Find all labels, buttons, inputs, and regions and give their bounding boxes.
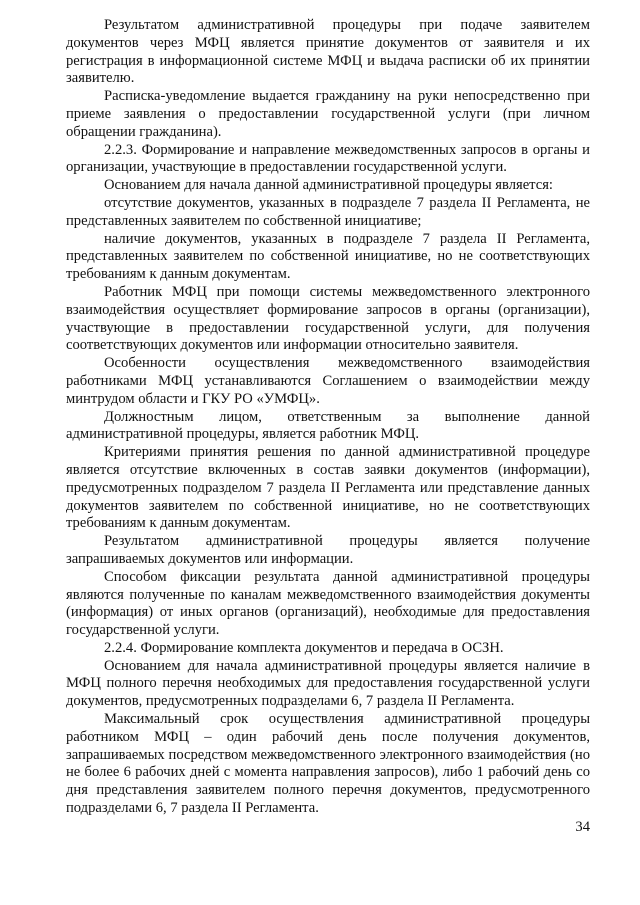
paragraph-result-fixation: Способом фиксации результата данной административной процедуры являются полученные по каналам межведомственного взаимодействия документы (информация) от иных органов (организаций), необходимые для предоставления государственной услуги. (66, 568, 590, 639)
paragraph-basis: Основанием для начала данной административной процедуры является: (104, 177, 553, 194)
paragraph-maximum-term: Максимальный срок осуществления административной процедуры работником МФЦ – один рабочий день после получения документов, запрашиваемых посредством межведомственного электронного взаимодействия (но не более 6 рабочих дней с момента направления запросов), либо 1 рабочий день со дня представления заявителем полного перечня документов, предусмотренного подразделами 6, 7 раздела II Регламента. (66, 711, 590, 817)
paragraph-mfc-employee-requests: Работник МФЦ при помощи системы межведомственного электронного взаимодействия осуществляет формирование запросов в органы (организации), участвующие в предоставлении государственной услуги, для получения соответствующих документов или информации относительно заявителя. (66, 283, 590, 354)
paragraph-presence-of-documents: наличие документов, указанных в подразделе 7 раздела II Регламента, представленных заявителем по собственной инициативе, но не соответствующих требованиям к данным документам. (66, 230, 590, 283)
paragraph-receipt-notice: Расписка-уведомление выдается гражданину на руки непосредственно при приеме заявления о предоставлении государственной услуги (при личном обращении гражданина). (66, 88, 590, 140)
page-body (66, 17, 590, 818)
paragraph-procedure-basis: Основанием для начала административной процедуры является наличие в МФЦ полного перечня необходимых для предоставления государственной услуги документов, предусмотренных подразделами 6, 7 раздела II Регламента. (66, 657, 590, 710)
paragraph-decision-criteria: Критериями принятия решения по данной административной процедуре является отсутствие включенных в состав заявки документов (информации), предусмотренных подразделом 7 раздела II Регламента или представление данных документов заявителем по собственной инициативе, но не соответствующих требованиям к данным документам. (66, 444, 590, 532)
paragraph-interaction-features: Особенности осуществления межведомственного взаимодействия работниками МФЦ устанавливаются Соглашением о взаимодействии между минтрудом области и ГКУ РО «УМФЦ». (66, 355, 590, 407)
paragraph-mfc-result: Результатом административной процедуры при подаче заявителем документов через МФЦ является принятие документов от заявителя и их регистрация в информационной системе МФЦ и выдача расписки об их принятии заявителю. (66, 17, 590, 87)
page-number: 34 (575, 819, 590, 835)
section-heading-2-2-3: 2.2.3. Формирование и направление межведомственных запросов в органы и организации, участвующие в предоставлении государственной услуги. (66, 141, 590, 176)
paragraph-procedure-result: Результатом административной процедуры является получение запрашиваемых документов или информации. (66, 533, 590, 567)
section-heading-2-2-4: 2.2.4. Формирование комплекта документов и передача в ОСЗН. (104, 639, 504, 656)
paragraph-absence-of-documents: отсутствие документов, указанных в подразделе 7 раздела II Регламента, не представленных заявителем по собственной инициативе; (66, 194, 590, 229)
paragraph-responsible-official: Должностным лицом, ответственным за выполнение данной административной процедуры, является работник МФЦ. (66, 408, 590, 443)
